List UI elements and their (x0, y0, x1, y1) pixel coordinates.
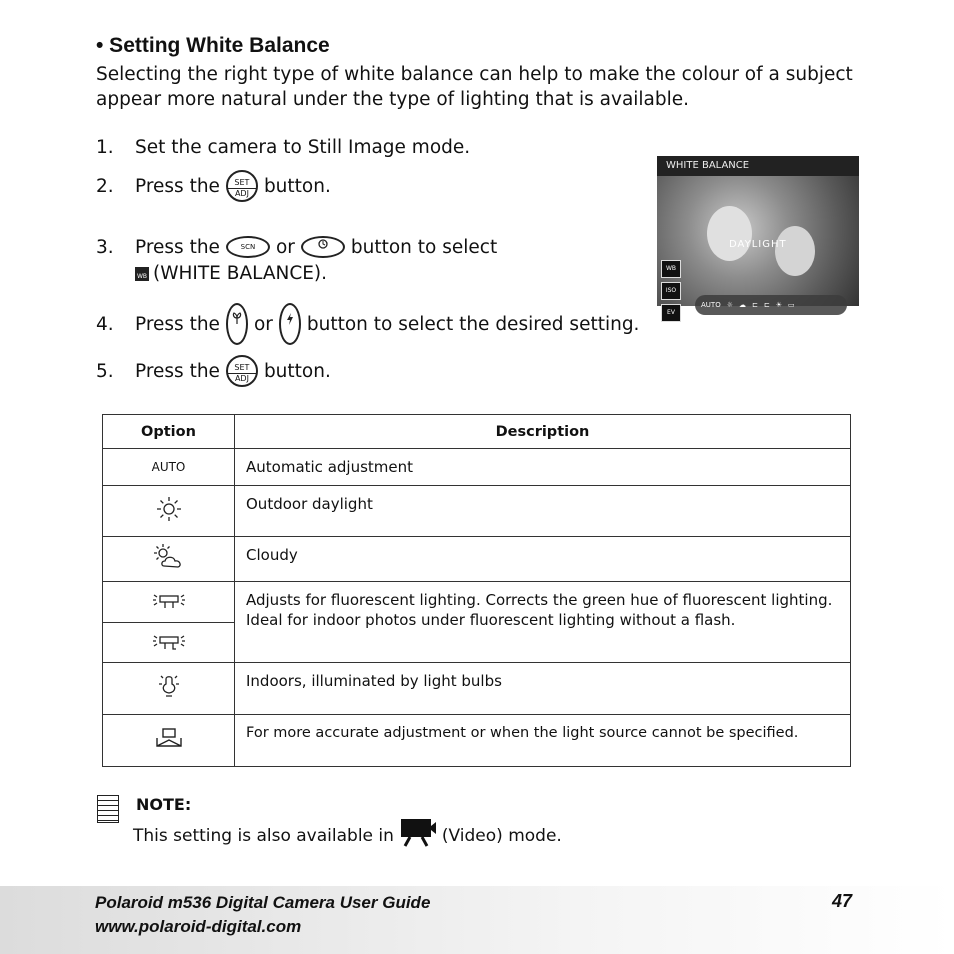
step-text: button. (263, 360, 331, 382)
table-row (103, 449, 851, 486)
option-header: Option (103, 415, 235, 449)
video-camera-icon (400, 818, 436, 853)
lcd-side-icons (661, 260, 683, 326)
flash-button-icon (279, 303, 301, 345)
custom-wb-icon (103, 715, 235, 767)
camera-lcd-screenshot (657, 156, 859, 316)
step-text: button to select the desired setting. (306, 313, 640, 335)
table-row (103, 486, 851, 537)
table-row (103, 663, 851, 715)
step-text: Press the (135, 313, 220, 335)
lcd-custom-icon: ▭ (788, 301, 795, 309)
step-text: (WHITE BALANCE). (153, 263, 328, 284)
timer-button-icon (301, 236, 345, 258)
lcd-wb-option-strip (695, 295, 847, 315)
row-description: Adjusts for fluorescent lighting. Corrects the green hue of fluorescent lighting. Ideal for indoor photos under fluorescent lighting without a flash. (235, 582, 851, 663)
row-description: Indoors, illuminated by light bulbs (235, 663, 851, 715)
step-5 (96, 355, 331, 387)
macro-button-icon (226, 303, 248, 345)
lcd-iso-icon: ISO (661, 282, 681, 300)
lcd-photo (657, 176, 859, 316)
description-header: Description (235, 415, 851, 449)
note-text (133, 818, 562, 853)
set-adj-button-icon: SET ADJ (226, 170, 258, 202)
step-text: or (253, 313, 273, 335)
lcd-sun-icon: ☼ (726, 301, 733, 309)
table-row (103, 582, 851, 623)
step-2 (96, 170, 331, 202)
lcd-fluorescent-icon: ⊏ (751, 301, 758, 309)
row-description: Automatic adjustment (235, 449, 851, 486)
sun-icon (103, 486, 235, 537)
lcd-bulb-icon: ☀ (775, 301, 783, 309)
lcd-selected-label: DAYLIGHT (729, 239, 787, 250)
white-balance-options-table (102, 414, 851, 767)
page-number: 47 (832, 891, 853, 911)
step-number: 1. (96, 137, 114, 158)
note-title: NOTE: (136, 795, 192, 814)
step-text: Press the (135, 360, 220, 382)
note-text-post: (Video) mode. (441, 825, 562, 846)
lcd-auto-option: AUTO (701, 301, 721, 309)
wb-icon: WB (135, 267, 149, 281)
row-description: For more accurate adjustment or when the light source cannot be specified. (235, 715, 851, 767)
table-row (103, 715, 851, 767)
step-text: Set the camera to Still Image mode. (135, 137, 471, 158)
step-text: button. (263, 175, 331, 197)
step-text: or (275, 236, 295, 258)
lcd-fluorescent2-icon: ⊏ (763, 301, 770, 309)
step-text: button to select (350, 236, 498, 258)
scn-button-icon: SCN (226, 236, 270, 258)
step-4 (96, 303, 639, 345)
step-1 (96, 137, 470, 158)
step-number: 3. (96, 236, 114, 258)
step-number: 5. (96, 360, 114, 382)
step-text: Press the (135, 175, 220, 197)
lcd-ev-icon: EV (661, 304, 681, 322)
footer-url: www.polaroid-digital.com (95, 917, 302, 936)
step-3-line2 (135, 263, 327, 284)
step-number: 2. (96, 175, 114, 197)
row-description: Outdoor daylight (235, 486, 851, 537)
intro-paragraph: Selecting the right type of white balance can help to make the colour of a subject appear more natural under the type of lighting that is available. (96, 64, 853, 110)
note-text-pre: This setting is also available in (133, 825, 394, 846)
lcd-menu-title: WHITE BALANCE (657, 156, 859, 176)
note-pad-icon (97, 795, 119, 823)
set-adj-button-icon: SET ADJ (226, 355, 258, 387)
fluorescent-1-icon (103, 582, 235, 623)
table-header-row (103, 415, 851, 449)
table-row (103, 537, 851, 582)
auto-option-text: AUTO (103, 449, 235, 486)
cloud-sun-icon (103, 537, 235, 582)
footer-title: Polaroid m536 Digital Camera User Guide (95, 893, 431, 912)
step-number: 4. (96, 313, 114, 335)
fluorescent-2-icon (103, 623, 235, 663)
bulb-icon (103, 663, 235, 715)
row-description: Cloudy (235, 537, 851, 582)
lcd-cloud-icon: ☁ (738, 301, 746, 309)
lcd-wb-icon: WB (661, 260, 681, 278)
step-text: Press the (135, 236, 220, 258)
section-heading: • Setting White Balance (96, 34, 330, 57)
step-3 (96, 236, 497, 258)
